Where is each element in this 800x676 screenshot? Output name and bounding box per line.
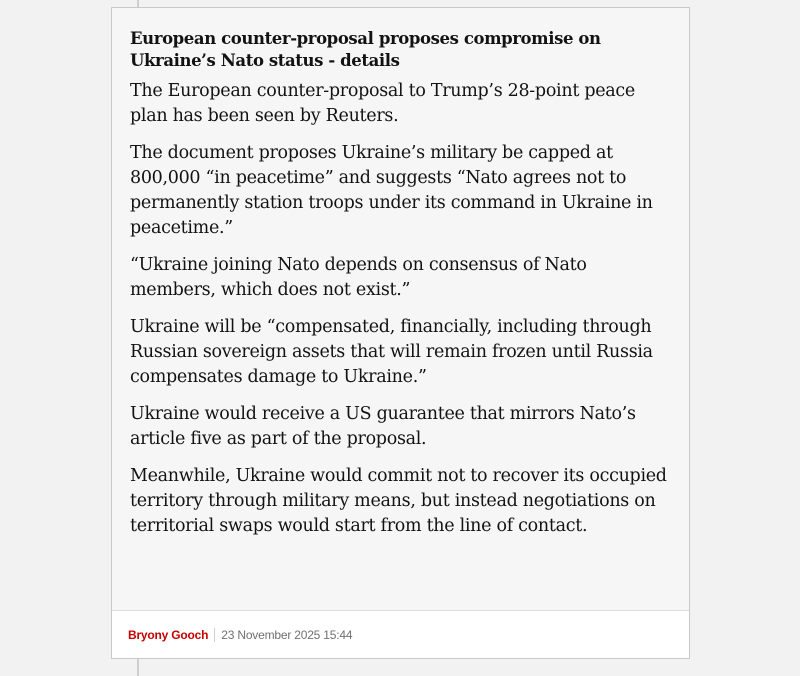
post-footer	[112, 610, 689, 658]
footer-divider	[214, 628, 215, 642]
timeline-line-bottom	[137, 658, 139, 676]
post-body	[112, 8, 689, 612]
post-paragraph: Meanwhile, Ukraine would commit not to recover its occupied territory through military means, but instead negotiations on territorial swaps would start from the line of contact.	[130, 466, 667, 536]
post-paragraph: Ukraine will be “compensated, financially, including through Russian sovereign assets that will remain frozen until Russia compensates damage to Ukraine.”	[130, 317, 653, 387]
post-paragraph: Ukraine would receive a US guarantee that mirrors Nato’s article five as part of the proposal.	[130, 404, 636, 449]
liveblog-post-card	[111, 7, 690, 659]
post-headline: European counter-proposal proposes compromise on Ukraine’s Nato status - details	[130, 29, 601, 70]
author-link[interactable]: Bryony Gooch	[128, 627, 209, 642]
post-timestamp: 23 November 2025 15:44	[221, 627, 353, 642]
post-paragraph: The European counter-proposal to Trump’s 28-point peace plan has been seen by Reuters.	[130, 81, 635, 126]
post-paragraph: “Ukraine joining Nato depends on consensus of Nato members, which does not exist.”	[130, 255, 587, 300]
post-paragraph: The document proposes Ukraine’s military be capped at 800,000 “in peacetime” and suggests “Nato agrees not to permanently station troops under its command in Ukraine in peacetime.”	[130, 143, 653, 238]
